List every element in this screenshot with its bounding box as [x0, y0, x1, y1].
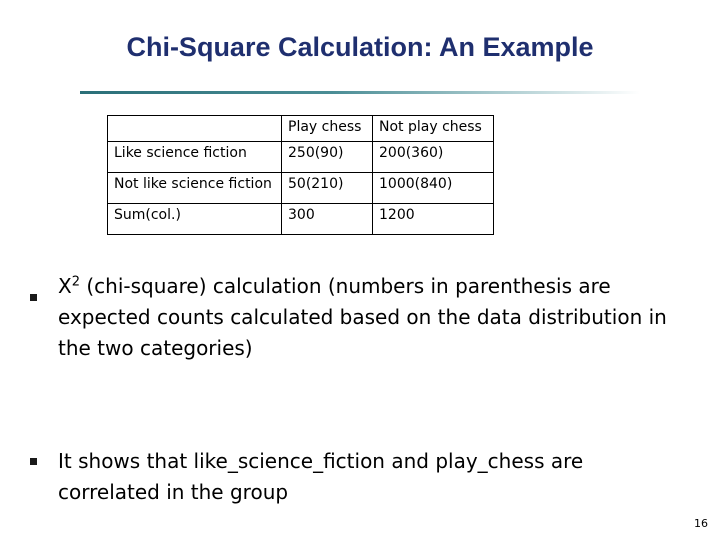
- bullet-text: (chi-square) calculation (numbers in parenthesis are expected counts calculated based on the data distribution in the two categories): [58, 274, 667, 360]
- table-row-label: Sum(col.): [108, 204, 282, 235]
- bullet-square-icon: [30, 458, 37, 465]
- table-header-row: [108, 116, 494, 142]
- contingency-table: [107, 115, 494, 235]
- table-cell: 1000(840): [373, 173, 494, 204]
- table-cell: 1200: [373, 204, 494, 235]
- table-cell: 50(210): [282, 173, 373, 204]
- table-header-cell-blank: [108, 116, 282, 142]
- page-number: 16: [694, 517, 708, 530]
- table-row: [108, 173, 494, 204]
- chi-symbol: X: [58, 274, 72, 298]
- table-cell: 250(90): [282, 142, 373, 173]
- bullet-chi-square-calculation: [58, 271, 688, 364]
- table-cell: 300: [282, 204, 373, 235]
- chi-exponent: 2: [71, 274, 80, 290]
- table-row: [108, 204, 494, 235]
- table-row-label: Like science fiction: [108, 142, 282, 173]
- table-cell: 200(360): [373, 142, 494, 173]
- table-row: [108, 142, 494, 173]
- slide-title: Chi-Square Calculation: An Example: [126, 32, 594, 62]
- table-header-play-chess: Play chess: [282, 116, 373, 142]
- bullet-correlation-conclusion: It shows that like_science_fiction and play_chess are correlated in the group: [58, 449, 584, 504]
- table-header-not-play-chess: Not play chess: [373, 116, 494, 142]
- bullet-square-icon: [30, 294, 37, 301]
- title-underline: [80, 91, 640, 94]
- table-row-label: Not like science fiction: [108, 173, 282, 204]
